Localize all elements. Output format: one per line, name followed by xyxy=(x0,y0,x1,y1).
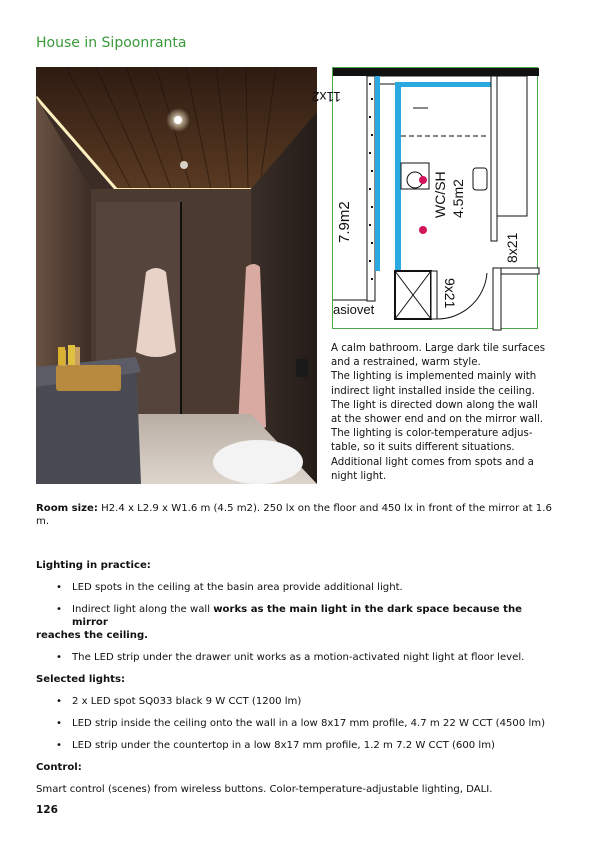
description-line: Additional light comes from spots and a xyxy=(331,456,534,468)
description-line: The lighting is implemented mainly with xyxy=(331,371,537,383)
plan-label-room-area: 4.5m2 xyxy=(450,179,466,218)
plan-label-door: 9x21 xyxy=(442,278,458,309)
selected-item-3: • LED strip under the countertop in a low 8x17 mm profile, 1.2 m 7.2 W CCT (600 lm) xyxy=(36,739,561,752)
photo-description xyxy=(331,342,546,484)
practice-item-3: • The LED strip under the drawer unit works as a motion-activated night light at floor level. xyxy=(36,651,561,664)
plan-label-door-right: 8x21 xyxy=(504,232,520,263)
practice-item-2-continuation: reaches the ceiling. xyxy=(36,630,148,641)
practice-heading: Lighting in practice: xyxy=(36,560,151,571)
description-line: The light is directed down along the wall xyxy=(331,399,538,411)
page-title: House in Sipoonranta xyxy=(36,35,187,51)
room-size-text: H2.4 x L2.9 x W1.6 m (4.5 m2). 250 lx on the floor and 450 lx in front of the mirror at 1.6 m. xyxy=(36,503,552,527)
practice-item-2 xyxy=(36,603,561,629)
room-size-label: Room size: xyxy=(36,503,98,514)
description-line: A calm bathroom. Large dark tile surfaces xyxy=(331,343,546,354)
selected-item-1: • 2 x LED spot SQ033 black 9 W CCT (1200 lm) xyxy=(36,695,561,708)
description-line: indirect light installed inside the ceiling. xyxy=(331,385,535,397)
description-line: table, so it suits different situations. xyxy=(331,442,515,454)
practice-item-1: • LED spots in the ceiling at the basin area provide additional light. xyxy=(36,581,561,594)
plan-label-area-main: 7.9m2 xyxy=(336,201,353,243)
bathroom-photo xyxy=(36,67,317,484)
plan-label-left-room: asiovet xyxy=(333,302,375,317)
control-text: Smart control (scenes) from wireless buttons. Color-temperature-adjustable lighting, DALI. xyxy=(36,784,493,795)
selected-heading: Selected lights: xyxy=(36,674,126,685)
control-heading: Control: xyxy=(36,762,82,773)
description-line: at the shower end and on the mirror wall. xyxy=(331,414,544,426)
plan-label-room: WC/SH xyxy=(432,171,448,218)
page-number: 126 xyxy=(36,804,58,816)
body-text xyxy=(36,502,561,796)
practice-item-2-normal: Indirect light along the wall xyxy=(72,604,214,615)
practice-item-2-bold: works as the main light in the dark space because the mirror xyxy=(72,604,523,628)
description-line: night light. xyxy=(331,470,387,482)
plan-label-top: 11x2 xyxy=(311,89,341,105)
selected-item-2: • LED strip inside the ceiling onto the wall in a low 8x17 mm profile, 4.7 m 22 W CCT (4500 lm) xyxy=(36,717,561,730)
room-size xyxy=(36,502,561,528)
description-line: The lighting is color-temperature adjus- xyxy=(331,428,533,440)
description-line: and a restrained, warm style. xyxy=(331,357,481,369)
floor-plan xyxy=(311,67,538,329)
